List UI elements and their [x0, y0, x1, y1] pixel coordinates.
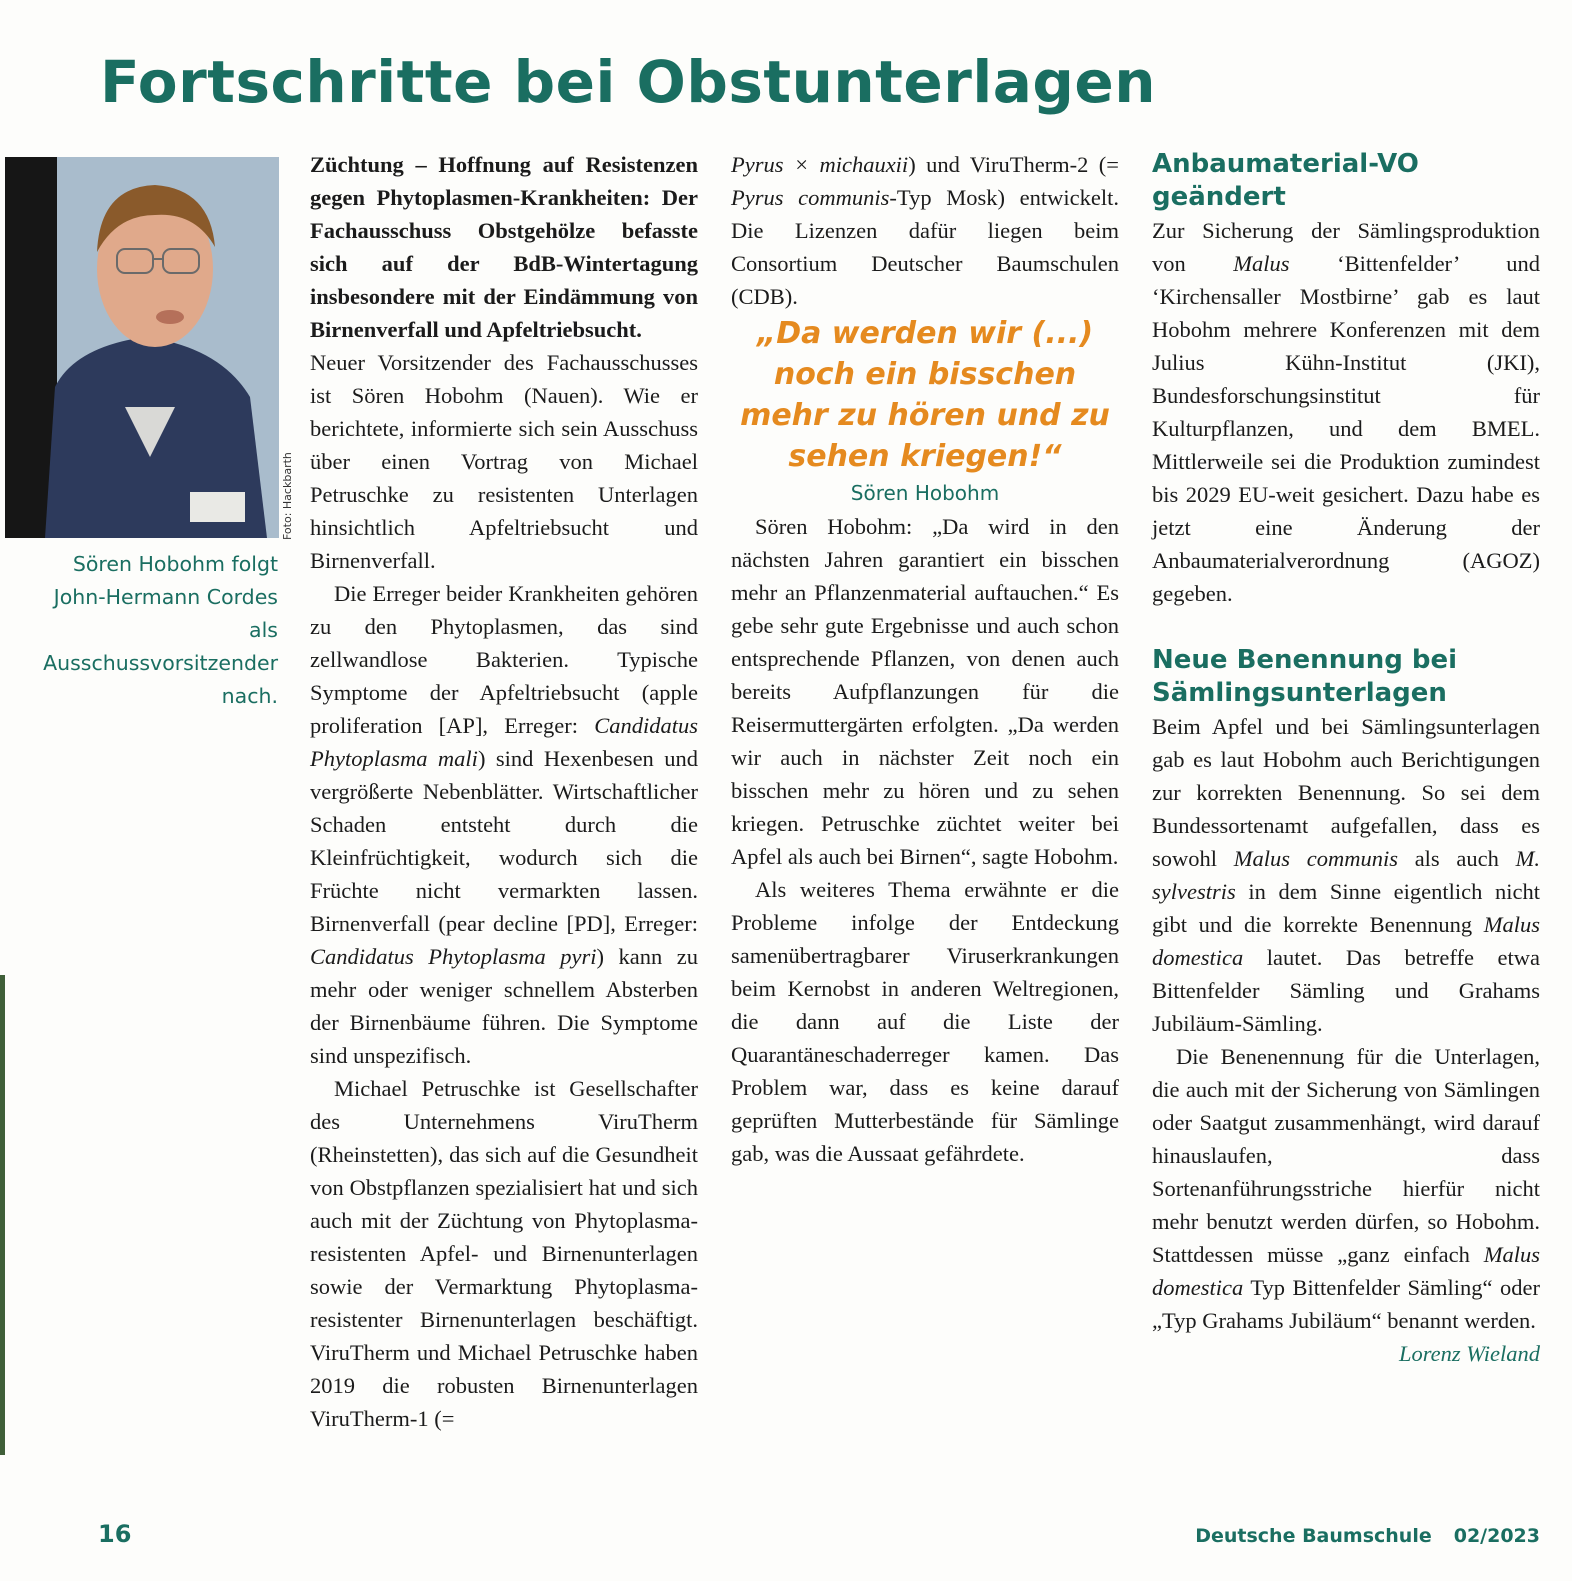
body-paragraph: Neuer Vorsitzender des Fachausschusses ist Sören Hobohm (Nauen). Wie er berichtete, informierte sich sein Ausschuss über einen Vortrag von Michael Petruschke zu resistenten Unterlagen hinsichtlich Apfeltriebsucht und Birnenverfall. [310, 350, 698, 573]
column-2 [731, 148, 1119, 1170]
column-3 [1152, 148, 1540, 1370]
photo-caption: Sören Hobohm folgt John-Hermann Cordes als Ausschussvorsitzender nach. [43, 552, 278, 708]
issue-number: 02/2023 [1453, 1525, 1540, 1547]
author-signature: Lorenz Wieland [1398, 1341, 1540, 1366]
photo-credit: Foto: Hackbarth [281, 452, 294, 540]
species-name: Malus [1233, 251, 1290, 276]
body-paragraph-continued: Pyrus × michauxii) und ViruTherm-2 (= Pyrus communis-Typ Mosk) entwickelt. Die Lizenzen dafür liegen beim Consortium Deutscher Baumschulen (CDB). [731, 152, 1119, 309]
author-photo [5, 157, 279, 538]
species-name: Malus communis [1233, 846, 1398, 871]
lead-paragraph: Züchtung – Hoffnung auf Resistenzen gegen Phytoplasmen-Krankheiten: Der Fachausschuss Obstgehölze befasste sich auf der BdB-Wintertagung insbesondere mit der Eindämmung von Birnenverfall und Apfeltriebsucht. [310, 152, 698, 342]
species-name: Pyrus communis [731, 185, 890, 210]
body-paragraph: Sören Hobohm: „Da wird in den nächsten Jahren garantiert ein bisschen mehr an Pflanzenmaterial auftauchen.“ Es gebe sehr gute Ergebnisse und auch schon entsprechende Pflanzen, von denen auch bereits Aufpflanzungen für die Reisermuttergärten erfolgten. „Da werden wir auch in nächster Zeit noch ein bisschen mehr zu hören und zu sehen kriegen. Petruschke züchtet weiter bei Apfel als auch bei Birnen“, sagte Hobohm. [731, 514, 1119, 869]
species-name: M. sylvestris [1152, 846, 1540, 904]
subheading: Anbaumaterial-VO geändert [1152, 149, 1419, 212]
magazine-name: Deutsche Baumschule [1195, 1525, 1432, 1547]
species-name: Malus domestica [1152, 912, 1540, 970]
subheading: Neue Benennung bei Sämlingsunterlagen [1152, 645, 1458, 708]
body-paragraph: Die Benenennung für die Unterlagen, die auch mit der Sicherung von Sämlingen oder Saatgut zusammenhängt, wird darauf hinauslaufen, dass Sortenanführungsstriche hierfür nicht mehr benutzt werden dürfen, so Hobohm. Stattdessen müsse „ganz einfach Malus domestica Typ Bittenfelder Sämling“ oder „Typ Grahams Jubiläum“ benannt werden. [1152, 1044, 1540, 1333]
pull-quote-author: Sören Hobohm [850, 481, 1000, 505]
page-edge-strip [0, 975, 5, 1455]
body-paragraph: Beim Apfel und bei Sämlingsunterlagen gab es laut Hobohm auch Berichtigungen zur korrekten Benennung. So sei dem Bundessortenamt aufgefallen, dass es sowohl Malus communis als auch M. sylvestris in dem Sinne eigentlich nicht gibt und die korrekte Benennung Malus domestica lautet. Das betreffe etwa Bittenfelder Sämling und Grahams Jubiläum-Sämling. [1152, 714, 1540, 1036]
species-name: Malus domestica [1152, 1242, 1540, 1300]
page-number: 16 [98, 1520, 132, 1548]
body-paragraph: Michael Petruschke ist Gesellschafter des Unternehmens ViruTherm (Rheinstetten), das sich auf die Gesundheit von Obstpflanzen spezialisiert hat und sich auch mit der Züchtung von Phytoplasma-resistenten Apfel- und Birnenunterlagen sowie der Vermarktung Phytoplasma-resistenter Birnenunterlagen beschäftigt. ViruTherm und Michael Petruschke haben 2019 die robusten Birnenunterlagen ViruTherm-1 (= [310, 1076, 698, 1431]
footer-publication [1195, 1525, 1540, 1547]
species-name: Pyrus × michauxii [731, 152, 909, 177]
species-name: Candidatus Phytoplasma pyri [310, 944, 597, 969]
body-paragraph: Die Erreger beider Krankheiten gehören zu den Phytoplasmen, das sind zellwandlose Bakterien. Typische Symptome der Apfeltriebsucht (apple proliferation [AP], Erreger: Candidatus Phytoplasma mali) sind Hexenbesen und vergrößerte Nebenblätter. Wirtschaftlicher Schaden entsteht durch die Kleinfrüchtigkeit, wodurch sich die Früchte nicht vermarkten lassen. Birnenverfall (pear decline [PD], Erreger: Candidatus Phytoplasma pyri) kann zu mehr oder weniger schnellem Absterben der Birnenbäume führen. Die Symptome sind unspezifisch. [310, 581, 699, 1068]
pull-quote: „Da werden wir (...) noch ein bisschen mehr zu hören und zu sehen kriegen!“ [740, 316, 1110, 474]
body-paragraph: Als weiteres Thema erwähnte er die Probleme infolge der Entdeckung samenübertragbarer Viruserkrankungen beim Kernobst in anderen Weltregionen, die dann auf die Liste der Quarantäneschaderreger kamen. Das Problem war, dass es keine darauf geprüften Mutterbestände für Sämlinge gab, was die Aussaat gefährdete. [731, 877, 1119, 1166]
body-paragraph: Zur Sicherung der Sämlingsproduktion von Malus ‘Bittenfelder’ und ‘Kirchensaller Mostbirne’ gab es laut Hobohm mehrere Konferenzen mit dem Julius Kühn-Institut (JKI), Bundesforschungsinstitut für Kulturpflanzen, und dem BMEL. Mittlerweile sei die Produktion zumindest bis 2029 EU-weit gesichert. Dazu habe es jetzt eine Änderung der Anbaumaterialverordnung (AGOZ) gegeben. [1152, 218, 1540, 606]
species-name: Candidatus Phytoplasma mali [310, 713, 698, 771]
column-1 [310, 148, 698, 1435]
page-title: Fortschritte bei Obstunterlagen [100, 48, 1157, 116]
